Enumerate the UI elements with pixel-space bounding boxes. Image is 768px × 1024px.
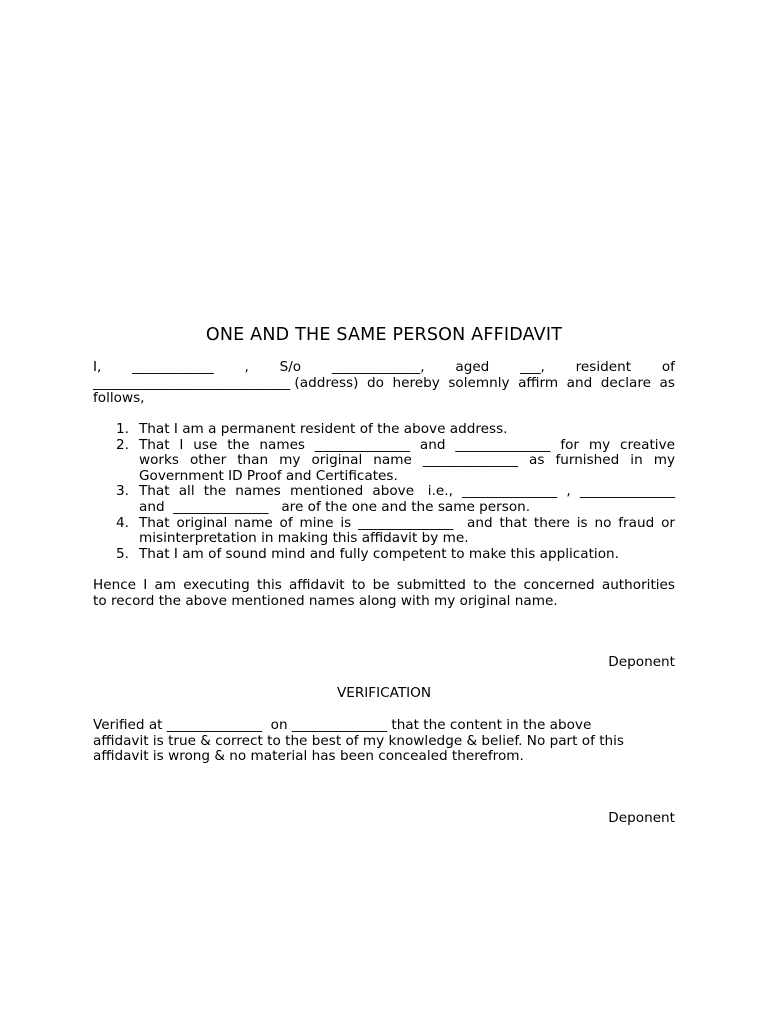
list-item bbox=[93, 516, 675, 547]
list-item-number: 2. bbox=[116, 436, 129, 453]
verification-paragraph bbox=[93, 718, 675, 765]
list-item bbox=[93, 484, 675, 515]
list-item-number: 1. bbox=[116, 421, 129, 437]
intro-word: solemnly bbox=[448, 374, 510, 391]
list-item-line: That all the names mentioned above i.e., ______________ , ______________ bbox=[139, 483, 675, 500]
intro-word: and bbox=[566, 374, 593, 391]
intro-line-1 bbox=[93, 360, 675, 376]
intro-word: S/o bbox=[279, 359, 302, 375]
intro-line-2 bbox=[93, 376, 675, 392]
hence-paragraph bbox=[93, 578, 675, 609]
deponent-signature-1: Deponent bbox=[608, 654, 675, 670]
list-item-line: and ______________ are of the one and the same person. bbox=[139, 498, 531, 515]
verification-heading: VERIFICATION bbox=[336, 685, 432, 701]
intro-word: of bbox=[661, 359, 675, 375]
list-item-line: Government ID Proof and Certificates. bbox=[139, 467, 398, 484]
intro-word: , bbox=[244, 359, 249, 375]
intro-word: I, bbox=[93, 359, 102, 375]
hence-line-2: to record the above mentioned names along with my original name. bbox=[93, 592, 558, 609]
list-item-number: 3. bbox=[116, 483, 129, 500]
address-blank: _____________________________ (address) bbox=[93, 374, 359, 391]
list-item-line: That I am a permanent resident of the above address. bbox=[139, 421, 508, 437]
list-item-line: That original name of mine is ______________ and that there is no fraud or bbox=[139, 514, 675, 531]
document-title: ONE AND THE SAME PERSON AFFIDAVIT bbox=[205, 325, 563, 345]
age-blank: ___, bbox=[520, 359, 545, 375]
intro-word: affirm bbox=[518, 374, 559, 391]
list-item-number: 5. bbox=[116, 545, 129, 562]
list-item-number: 4. bbox=[116, 514, 129, 531]
list-item bbox=[93, 422, 675, 438]
intro-paragraph bbox=[93, 360, 675, 407]
hence-line-1: Hence I am executing this affidavit to be submitted to the concerned authorities bbox=[93, 577, 675, 593]
deponent-signature-2: Deponent bbox=[608, 810, 675, 826]
list-item-line: That I am of sound mind and fully competent to make this application. bbox=[139, 545, 619, 562]
list-item-line: misinterpretation in making this affidavit by me. bbox=[139, 530, 469, 547]
list-item bbox=[93, 438, 675, 485]
list-item-line: works other than my original name ______________ as furnished in my bbox=[139, 452, 675, 469]
intro-word: hereby bbox=[392, 374, 440, 391]
verification-line-1: Verified at ______________ on ______________ that the content in the above bbox=[93, 717, 592, 733]
verification-line-3: affidavit is wrong & no material has been concealed therefrom. bbox=[93, 748, 524, 765]
father-name-blank: _____________, bbox=[331, 359, 425, 375]
intro-word: as bbox=[659, 374, 675, 391]
intro-word: aged bbox=[455, 359, 490, 375]
name-blank: ____________ bbox=[132, 359, 214, 375]
verification-line-2: affidavit is true & correct to the best of my knowledge & belief. No part of this bbox=[93, 732, 625, 749]
declaration-list bbox=[93, 422, 675, 562]
intro-word: declare bbox=[600, 374, 652, 391]
intro-word: do bbox=[366, 374, 384, 391]
list-item bbox=[93, 547, 675, 563]
list-item-line: That I use the names ______________ and ______________ for my creative bbox=[139, 436, 675, 453]
intro-word: resident bbox=[575, 359, 632, 375]
intro-line-3: follows, bbox=[93, 390, 145, 407]
